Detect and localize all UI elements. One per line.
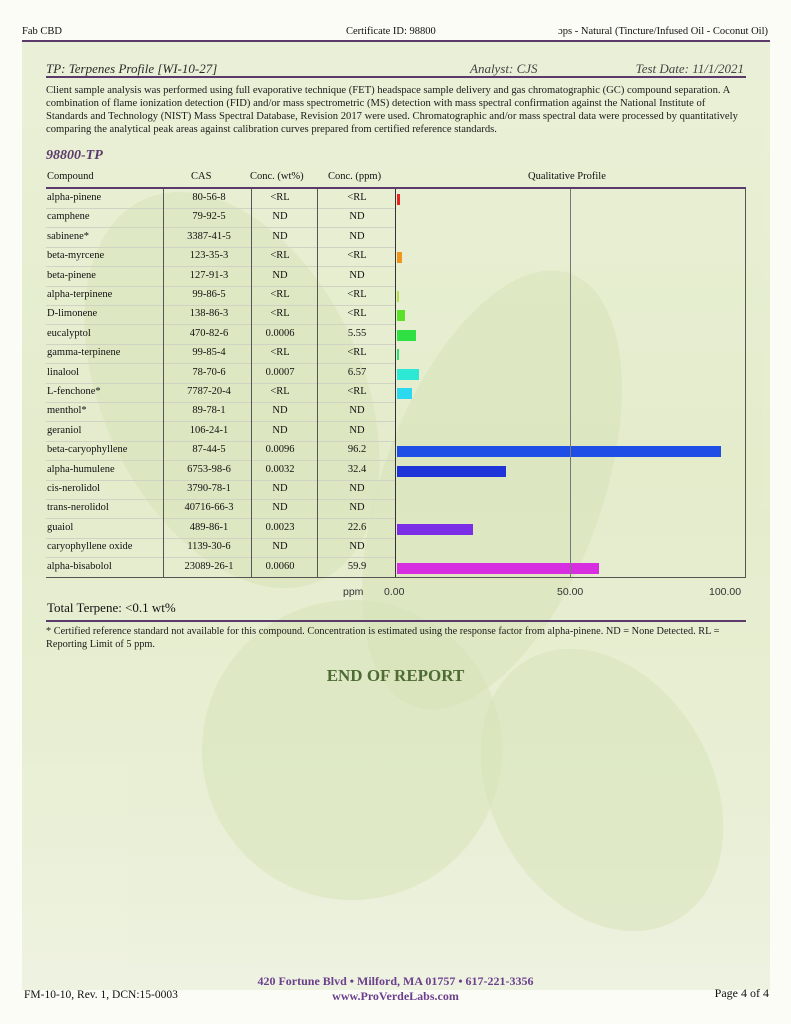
cell-compound: L-fenchone*: [47, 386, 101, 397]
cell-cas: 80-56-8: [192, 192, 226, 203]
cell-wt: 0.0060: [265, 560, 295, 572]
cell-wt: <RL: [270, 347, 290, 359]
method-description: Client sample analysis was performed using full evaporative technique (FET) headspace sample delivery and gas chromatographic (GC) compound separation. A combination of flame ionization detection (FID) and/or mass spectrometric (MS) detection with mass spectral confirmation against the National Institute of Standards and Technology (NIST) Mass Spectral Database, Revision 2017 were used. Chromatographic and/or mass spectral data were processed by quantitatively comparing the analytical peak areas against calibration curves prepared from certified reference standards.: [46, 85, 738, 135]
cell-compound: gamma-terpinene: [47, 347, 121, 359]
cell-cas: 106-24-1: [189, 424, 229, 436]
cell-wt: 0.0006: [265, 327, 295, 339]
profile-bar: [397, 330, 416, 341]
product-name: ɔps - Natural (Tincture/Infused Oil - Coconut Oil): [558, 26, 768, 37]
cell-cas: 127-91-3: [189, 269, 229, 281]
table-row: [46, 422, 746, 441]
axis-tick-100: 100.00: [709, 586, 742, 598]
table-row: [46, 402, 746, 421]
cell-cas: 6753-98-6: [187, 463, 231, 475]
table-row: [46, 189, 746, 208]
end-of-report: END OF REPORT: [326, 666, 465, 685]
cell-wt: ND: [272, 483, 288, 494]
sample-id: 98800-TP: [46, 148, 103, 163]
cell-cas: 99-86-5: [192, 289, 226, 300]
table-row: [46, 228, 746, 247]
table-row: [46, 305, 746, 324]
cell-ppm: 59.9: [347, 560, 367, 572]
cell-ppm: 22.6: [347, 521, 367, 533]
cell-compound: alpha-humulene: [47, 463, 115, 475]
profile-bar: [397, 369, 419, 380]
cell-ppm: ND: [349, 211, 365, 223]
cell-wt: 0.0096: [265, 444, 295, 456]
cell-ppm: ND: [349, 269, 365, 281]
cell-compound: alpha-terpinene: [47, 289, 113, 300]
table-row: [46, 325, 746, 344]
certificate-id: Certificate ID: 98800: [346, 26, 436, 37]
cell-compound: beta-myrcene: [47, 250, 105, 262]
cell-wt: <RL: [270, 386, 290, 397]
cell-cas: 123-35-3: [189, 250, 229, 262]
cell-cas: 3790-78-1: [187, 483, 231, 494]
cell-compound: alpha-bisabolol: [47, 560, 112, 572]
profile-bar: [397, 388, 412, 399]
column-divider: [163, 189, 164, 577]
cell-compound: alpha-pinene: [47, 192, 102, 203]
cell-ppm: 6.57: [347, 366, 367, 378]
axis-tick-0: 0.00: [384, 586, 405, 598]
cell-compound: D-limonene: [47, 308, 98, 320]
column-divider: [570, 189, 571, 577]
profile-bar: [397, 291, 399, 302]
cell-compound: caryophyllene oxide: [47, 541, 133, 553]
cell-wt: <RL: [270, 289, 290, 300]
cell-wt: ND: [272, 405, 288, 417]
profile-bar: [397, 252, 402, 263]
client-name: Fab CBD: [22, 26, 62, 37]
table-row: [46, 441, 746, 460]
cell-compound: linalool: [47, 366, 80, 378]
cell-ppm: <RL: [347, 386, 367, 397]
page-header: [22, 24, 770, 40]
cell-wt: ND: [272, 541, 288, 553]
cell-cas: 78-70-6: [192, 366, 226, 378]
section-rule: [46, 76, 746, 78]
form-number: FM-10-10, Rev. 1, DCN:15-0003: [24, 989, 178, 1001]
cell-compound: menthol*: [47, 405, 87, 417]
profile-bar: [397, 466, 506, 477]
cell-wt: <RL: [270, 192, 290, 203]
cell-wt: 0.0023: [265, 521, 295, 533]
cell-cas: 87-44-5: [192, 444, 226, 456]
profile-bar: [397, 446, 721, 457]
table-row: [46, 364, 746, 383]
cell-compound: cis-nerolidol: [47, 483, 101, 494]
table-row: [46, 208, 746, 227]
cell-compound: camphene: [47, 211, 90, 223]
cell-cas: 40716-66-3: [184, 502, 234, 514]
cell-compound: beta-caryophyllene: [47, 444, 128, 456]
profile-bar: [397, 310, 405, 321]
header-rule: [22, 40, 770, 42]
cell-wt: <RL: [270, 308, 290, 320]
cell-cas: 79-92-5: [192, 211, 226, 223]
col-wt: Conc. (wt%): [250, 171, 304, 182]
cell-wt: <RL: [270, 250, 290, 262]
cell-compound: eucalyptol: [47, 327, 91, 339]
total-terpene: Total Terpene: <0.1 wt%: [47, 600, 176, 615]
cell-ppm: ND: [349, 405, 365, 417]
table-row: [46, 499, 746, 518]
column-divider: [251, 189, 252, 577]
profile-bar: [397, 524, 473, 535]
table-row: [46, 286, 746, 305]
column-divider: [395, 189, 396, 577]
cell-ppm: 5.55: [347, 327, 367, 339]
table-row: [46, 538, 746, 557]
table-row: [46, 461, 746, 480]
cell-compound: geraniol: [47, 424, 82, 436]
page-number: Page 4 of 4: [714, 986, 769, 1000]
cell-compound: sabinene*: [47, 230, 89, 242]
cell-wt: ND: [272, 502, 288, 514]
cell-ppm: ND: [349, 483, 365, 494]
cell-wt: 0.0007: [265, 366, 295, 378]
table-row: [46, 344, 746, 363]
cell-ppm: <RL: [347, 289, 367, 300]
cell-cas: 1139-30-6: [187, 541, 231, 553]
cell-cas: 89-78-1: [192, 405, 226, 417]
table-row: [46, 267, 746, 286]
cell-ppm: 96.2: [347, 444, 367, 456]
lab-address: 420 Fortune Blvd • Milford, MA 01757 • 617-221-3356: [257, 974, 534, 988]
test-date: Test Date: 11/1/2021: [635, 61, 744, 76]
profile-axis: [46, 586, 746, 600]
cell-cas: 23089-26-1: [184, 560, 234, 572]
footnote: * Certified reference standard not available for this compound. Concentration is estimated using the response factor from alpha-pinene. ND = None Detected. RL = Reporting Limit of 5 ppm.: [46, 626, 720, 650]
cell-ppm: ND: [349, 541, 365, 553]
profile-bar: [397, 349, 399, 360]
cell-cas: 470-82-6: [189, 327, 229, 339]
cell-wt: ND: [272, 230, 288, 242]
col-cas: CAS: [191, 171, 212, 182]
cell-ppm: ND: [349, 230, 365, 242]
cell-ppm: <RL: [347, 308, 367, 320]
section-title: TP: Terpenes Profile [WI-10-27]: [46, 61, 218, 76]
cell-compound: trans-nerolidol: [47, 502, 109, 514]
column-divider: [317, 189, 318, 577]
cell-ppm: <RL: [347, 347, 367, 359]
table-row: [46, 480, 746, 499]
cell-wt: 0.0032: [265, 463, 295, 475]
cell-cas: 138-86-3: [189, 308, 229, 320]
table-header: [46, 171, 746, 187]
lab-website[interactable]: www.ProVerdeLabs.com: [332, 989, 459, 1003]
cell-wt: ND: [272, 424, 288, 436]
cell-compound: beta-pinene: [47, 269, 96, 281]
table-row: [46, 247, 746, 266]
cell-ppm: <RL: [347, 192, 367, 203]
table-row: [46, 383, 746, 402]
analyst: Analyst: CJS: [470, 61, 538, 76]
table-row: [46, 519, 746, 538]
axis-unit-label: ppm: [343, 586, 364, 598]
cell-ppm: ND: [349, 424, 365, 436]
cell-wt: ND: [272, 269, 288, 281]
section-heading: [46, 58, 746, 76]
column-divider: [745, 189, 746, 577]
cell-cas: 3387-41-5: [187, 230, 231, 242]
table-row: [46, 558, 746, 577]
col-profile: Qualitative Profile: [528, 171, 606, 182]
total-rule: [46, 620, 746, 622]
cell-cas: 7787-20-4: [187, 386, 231, 397]
cell-ppm: ND: [349, 502, 365, 514]
table-bottom-rule: [46, 577, 746, 578]
axis-tick-50: 50.00: [557, 586, 584, 598]
cell-wt: ND: [272, 211, 288, 223]
cell-compound: guaiol: [47, 521, 74, 533]
col-ppm: Conc. (ppm): [328, 171, 382, 182]
cell-ppm: 32.4: [347, 463, 367, 475]
cell-ppm: <RL: [347, 250, 367, 262]
profile-bar: [397, 194, 400, 205]
cell-cas: 99-85-4: [192, 347, 226, 359]
cell-cas: 489-86-1: [189, 521, 229, 533]
col-compound: Compound: [47, 171, 94, 182]
profile-bar: [397, 563, 599, 574]
